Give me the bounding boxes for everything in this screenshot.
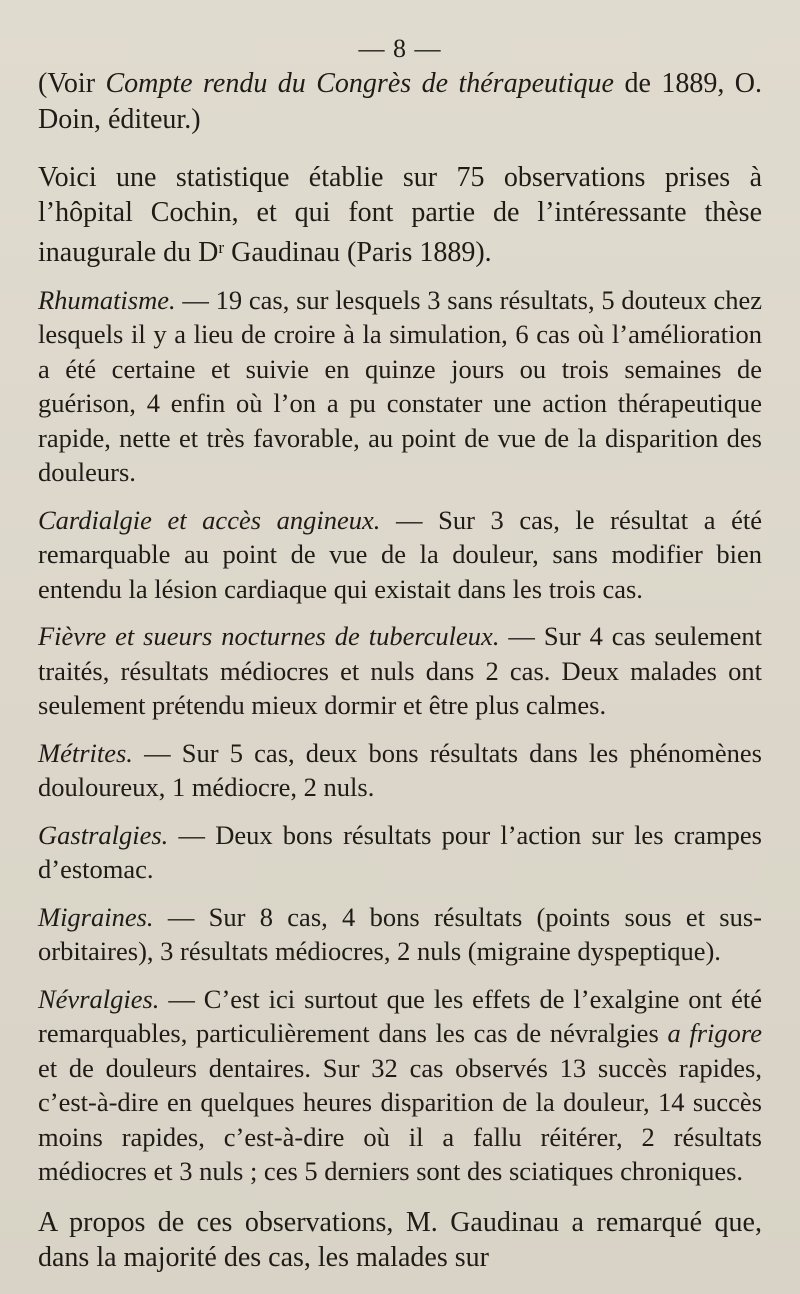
section-body: — 19 cas, sur lesquels 3 sans résultats, 5 douteux chez lesquels il y a lieu de croire à la simulation, 6 cas où l’amélioration a été certaine et suivie en quinze jours ou trois semaines de guérison, 4 enfin où l’on a pu constater une action thérapeutique rapide, nette et très favorable, au point de vue de la disparition des douleurs. xyxy=(38,284,762,488)
section-heading: Métrites. xyxy=(38,737,133,768)
section-body-cont: et de douleurs dentaires. Sur 32 cas observés 13 succès rapides, c’est-à-dire en quelques heures disparition de la douleur, 14 succès moins rapides, c’est-à-dire où il a fallu réitérer, 2 résultats médiocres et 3 nuls ; ces 5 derniers sont des sciatiques chroniques. xyxy=(38,1052,762,1187)
section-rhumatisme xyxy=(38,283,762,490)
section-body: — C’est ici surtout que les effets de l’exalgine ont été remarquables, particulièrement dans les cas de névralgies xyxy=(38,983,762,1049)
section-gastralgies xyxy=(38,818,762,887)
section-body: — Deux bons résultats pour l’action sur les crampes d’estomac. xyxy=(38,819,762,885)
section-heading: Migraines. xyxy=(38,901,154,932)
section-body: — Sur 8 cas, 4 bons résultats (points sous et sus-orbitaires), 3 résultats médiocres, 2 nuls (migraine dyspeptique). xyxy=(38,901,762,967)
section-heading: Cardialgie et accès angineux. xyxy=(38,504,381,535)
section-body: — Sur 5 cas, deux bons résultats dans les phénomènes douloureux, 1 médiocre, 2 nuls. xyxy=(38,737,762,803)
section-metrites xyxy=(38,736,762,805)
section-cardialgie xyxy=(38,503,762,607)
section-fievre xyxy=(38,619,762,723)
section-body: — Sur 3 cas, le résultat a été remarquable au point de vue de la douleur, sans modifier bien entendu la lésion cardiaque qui existait dans les trois cas. xyxy=(38,504,763,604)
section-heading: Névralgies. xyxy=(38,983,160,1014)
section-heading: Fièvre et sueurs nocturnes de tuberculeux. xyxy=(38,621,500,652)
closing-paragraph: A propos de ces observations, M. Gaudinau a remarqué que, dans la majorité des cas, les malades sur xyxy=(38,1206,762,1273)
intro-paragraph: Voici une statistique établie sur 75 observations prises à l’hôpital Cochin, et qui font partie de l’intéressante thèse inaugurale du $D^r$ Gaudinau (Paris 1889). xyxy=(38,162,762,268)
section-body: — Sur 4 cas seulement traités, résultats médiocres et nuls dans 2 cas. Deux malades ont seulement prétendu mieux dormir et être plus calmes. xyxy=(38,621,762,721)
page-number: — 8 — xyxy=(358,34,442,63)
congress-title: Compte rendu du Congrès de thérapeutique xyxy=(105,68,614,99)
reference-paragraph: (Voir Compte rendu du Congrès de thérapeutique de 1889, O. Doin, éditeur.) xyxy=(38,68,763,135)
section-migraines xyxy=(38,900,762,969)
section-heading: Rhumatisme. xyxy=(38,284,176,315)
latin-term: a frigore xyxy=(667,1018,762,1049)
section-nevralgies xyxy=(38,982,762,1189)
page-body xyxy=(38,66,762,1275)
section-heading: Gastralgies. xyxy=(38,819,169,850)
